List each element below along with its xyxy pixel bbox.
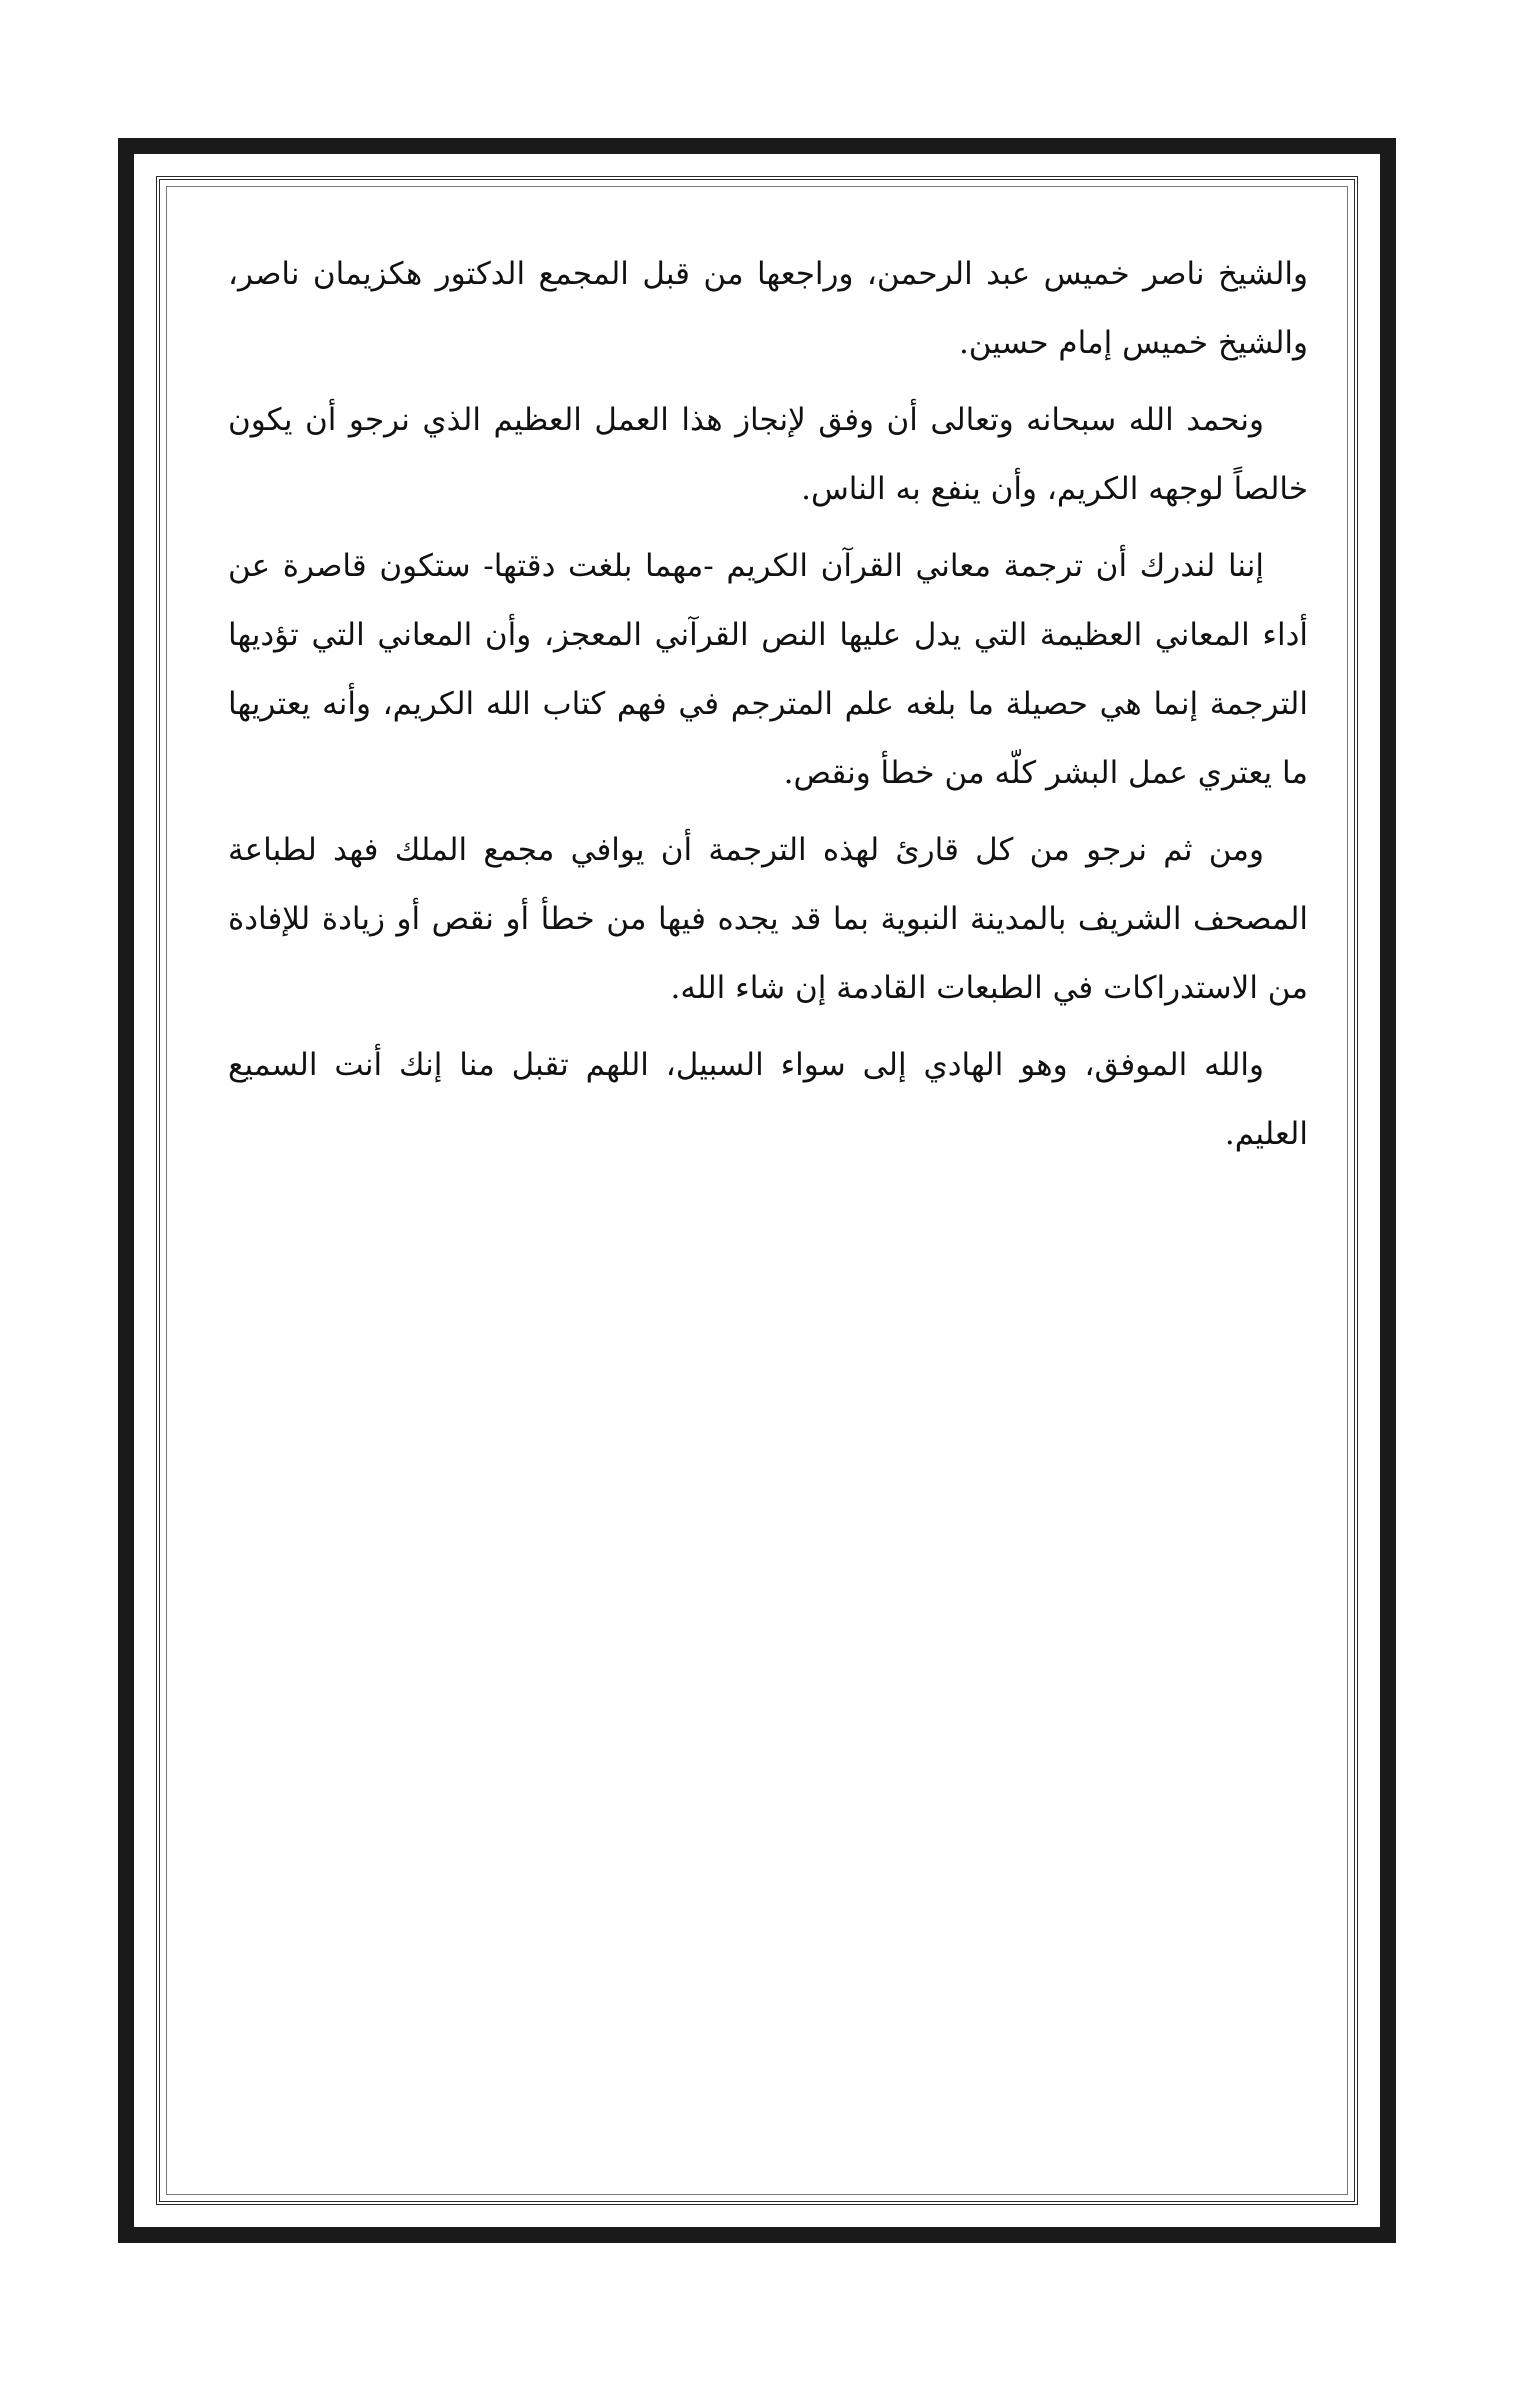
paragraph-4: ومن ثم نرجو من كل قارئ لهذه الترجمة أن يوافي مجمع الملك فهد لطباعة المصحف الشريف بالمدينة النبوية بما قد يجده فيها من خطأ أو نقص أو زيادة للإفادة من الاستدراكات في الطبعات القادمة إن شاء الله.	[228, 832, 1308, 1006]
paragraph-3: إننا لندرك أن ترجمة معاني القرآن الكريم -مهما بلغت دقتها- ستكون قاصرة عن أداء المعاني العظيمة التي يدل عليها النص القرآني المعجز، وأن المعاني التي تؤديها الترجمة إنما هي حصيلة ما بلغه علم المترجم في فهم كتاب الله الكريم، وأنه يعتريها ما يعتري عمل البشر كلّه من خطأ ونقص.	[228, 548, 1308, 791]
paragraph-2: ونحمد الله سبحانه وتعالى أن وفق لإنجاز هذا العمل العظيم الذي نرجو أن يكون خالصاً لوجهه الكريم، وأن ينفع به الناس.	[228, 402, 1308, 507]
paragraph-5: والله الموفق، وهو الهادي إلى سواء السبيل، اللهم تقبل منا إنك أنت السميع العليم.	[228, 1047, 1308, 1152]
page-text	[228, 240, 1308, 1177]
paragraph-1: والشيخ ناصر خميس عبد الرحمن، وراجعها من قبل المجمع الدكتور هكزيمان ناصر، والشيخ خميس إمام حسين.	[228, 256, 1308, 361]
